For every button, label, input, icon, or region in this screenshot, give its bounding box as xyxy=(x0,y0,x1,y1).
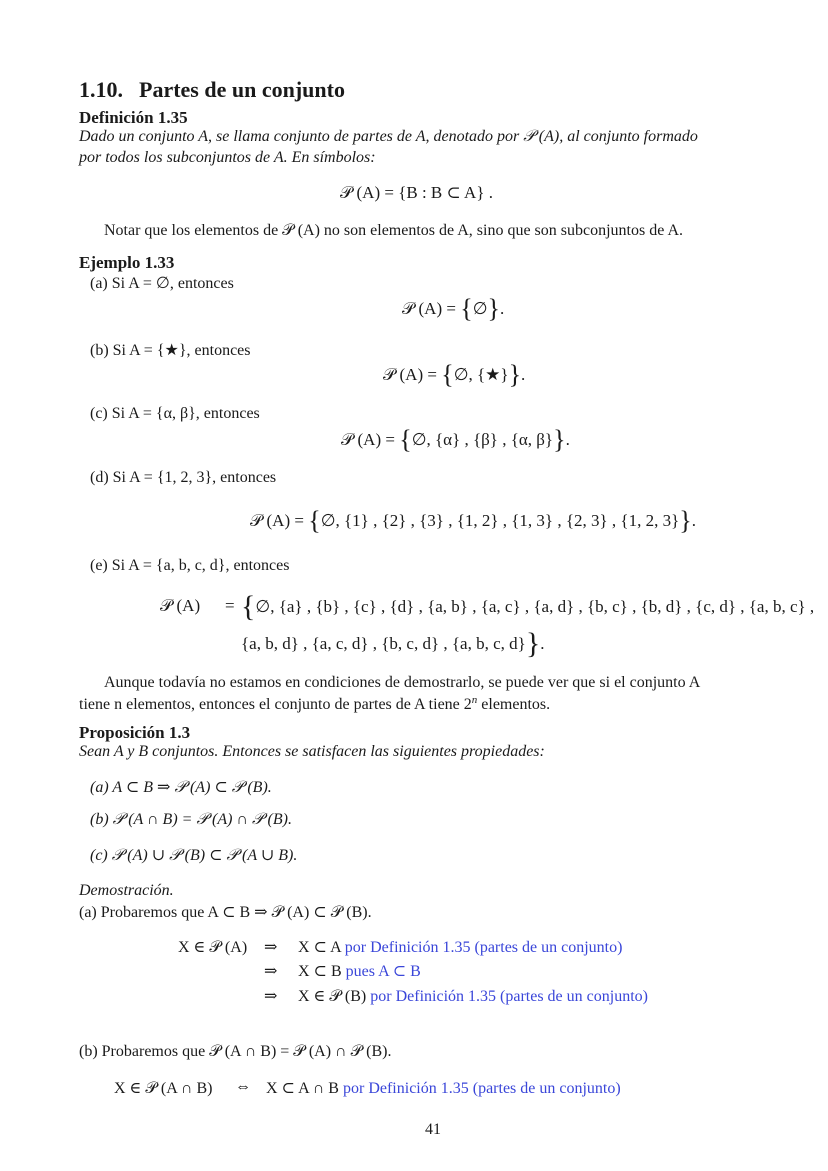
section-title: Partes de un conjunto xyxy=(139,77,345,102)
example-item-e-eqsign: = xyxy=(225,596,235,615)
example-item-e-row-2: {a, b, d} , {a, c, d} , {b, c, d} , {a, b, c, d}}. xyxy=(241,627,545,660)
proof-a-line-3: X ∈ 𝒫 (B) por Definición 1.35 (partes de un conjunto) xyxy=(298,988,648,1005)
proof-part-b: (b) Probaremos que 𝒫 (A ∩ B) = 𝒫 (A) ∩ 𝒫 (B). xyxy=(79,1043,392,1060)
example-item-e-row-1: {∅, {a} , {b} , {c} , {d} , {a, b} , {a, c} , {a, d} , {b, c} , {b, d} , {c, d} , {a, b, c} , xyxy=(241,590,815,623)
example-item-d-label: (d) Si A = {1, 2, 3}, entonces xyxy=(90,469,277,486)
example-item-a-label: (a) Si A = ∅, entonces xyxy=(90,275,234,292)
proof-a-line-2-arrow: ⇒ xyxy=(264,963,278,980)
example-item-c-label: (c) Si A = {α, β}, entonces xyxy=(90,405,260,422)
proof-b-line-1: X ⊂ A ∩ B por Definición 1.35 (partes de un conjunto) xyxy=(266,1080,621,1097)
proof-a-line-1-lhs: X ∈ 𝒫 (A) xyxy=(178,939,248,956)
definition-heading: Definición 1.35 xyxy=(79,108,188,127)
proof-a-line-3-arrow: ⇒ xyxy=(264,988,278,1005)
example-item-e-lhs: 𝒫 (A) xyxy=(160,596,201,615)
proof-a-line-1: X ⊂ A por Definición 1.35 (partes de un conjunto) xyxy=(298,939,623,956)
proposition-item-a: (a) A ⊂ B ⇒ 𝒫 (A) ⊂ 𝒫 (B). xyxy=(90,779,272,796)
remark-line-1: Aunque todavía no estamos en condiciones de demostrarlo, se puede ver que si el conjunto A xyxy=(104,674,701,691)
example-item-b-label: (b) Si A = {★}, entonces xyxy=(90,342,251,359)
example-item-e-label: (e) Si A = {a, b, c, d}, entonces xyxy=(90,557,290,574)
proof-heading: Demostración. xyxy=(79,882,174,899)
proof-b-line-1-arrow: ⇔ xyxy=(235,1078,251,1095)
section-number: 1.10. xyxy=(79,77,123,102)
example-item-c-formula: 𝒫 (A) = {∅, {α} , {β} , {α, β}}. xyxy=(341,425,570,454)
proof-b-line-1-lhs: X ∈ 𝒫 (A ∩ B) xyxy=(114,1080,213,1097)
proposition-heading: Proposición 1.3 xyxy=(79,723,191,742)
example-item-b-formula: 𝒫 (A) = {∅, {★}}. xyxy=(383,360,526,389)
proposition-item-c: (c) 𝒫 (A) ∪ 𝒫 (B) ⊂ 𝒫 (A ∪ B). xyxy=(90,847,298,864)
note-paragraph: Notar que los elementos de 𝒫 (A) no son elementos de A, sino que son subconjuntos de A. xyxy=(104,222,684,239)
proposition-intro: Sean A y B conjuntos. Entonces se satisfacen las siguientes propiedades: xyxy=(79,743,545,760)
definition-formula: 𝒫 (A) = {B : B ⊂ A} . xyxy=(340,183,493,202)
page-number: 41 xyxy=(425,1121,441,1138)
example-item-a-formula: 𝒫 (A) = {∅}. xyxy=(402,294,505,323)
proof-a-line-1-arrow: ⇒ xyxy=(264,939,278,956)
remark-line-2: tiene n elementos, entonces el conjunto de partes de A tiene 2$^n$ elementos. xyxy=(79,694,551,713)
proposition-item-b: (b) 𝒫 (A ∩ B) = 𝒫 (A) ∩ 𝒫 (B). xyxy=(90,811,292,828)
definition-line-1: Dado un conjunto A, se llama conjunto de partes de A, denotado por 𝒫 (A), al conjunto formado xyxy=(79,128,698,145)
proof-a-line-2: X ⊂ B pues A ⊂ B xyxy=(298,963,421,980)
example-item-d-formula: 𝒫 (A) = {∅, {1} , {2} , {3} , {1, 2} , {1, 3} , {2, 3} , {1, 2, 3}}. xyxy=(250,506,696,535)
definition-line-2: por todos los subconjuntos de A. En símbolos: xyxy=(79,149,376,166)
section-heading xyxy=(79,77,345,103)
example-heading: Ejemplo 1.33 xyxy=(79,253,175,272)
proof-part-a: (a) Probaremos que A ⊂ B ⇒ 𝒫 (A) ⊂ 𝒫 (B). xyxy=(79,904,372,921)
